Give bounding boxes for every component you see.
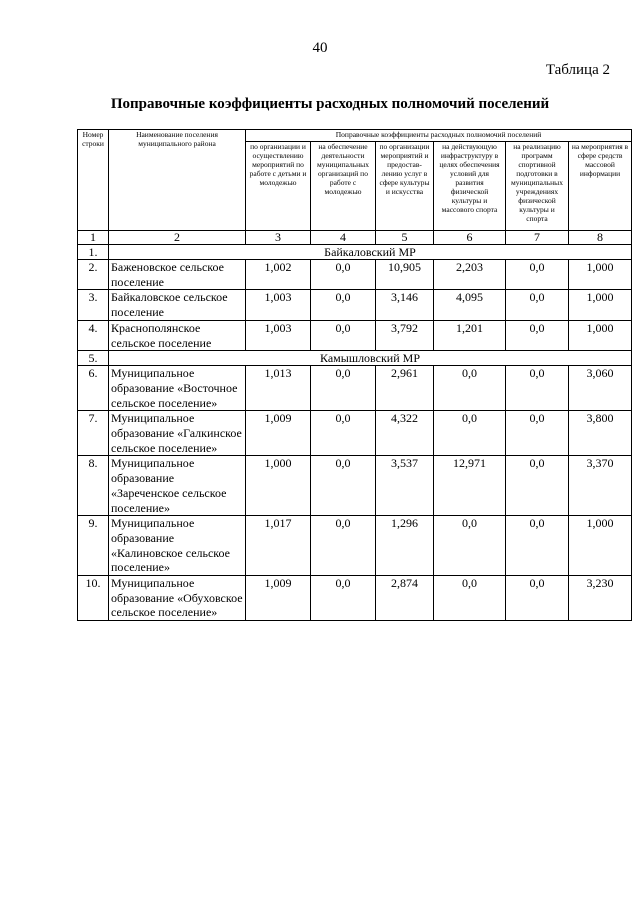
header-sub-col-7: на реализацию программ спортивной подготовки в муниципальных учреждениях физической культуры и спорта <box>506 142 569 231</box>
coefficient-value: 1,000 <box>569 320 632 350</box>
header-sub-col-6: на действующую инфраструктуру в целях обеспечения условий для развития физической культуры и массового спорта <box>434 142 506 231</box>
row-index: 2. <box>78 260 109 290</box>
column-number: 7 <box>506 231 569 245</box>
coefficient-value: 0,0 <box>506 320 569 350</box>
coefficient-value: 1,002 <box>246 260 311 290</box>
coefficient-value: 3,146 <box>376 290 434 320</box>
coefficient-value: 0,0 <box>434 576 506 621</box>
coefficient-value: 1,000 <box>246 456 311 516</box>
table-row <box>78 516 632 576</box>
table-row <box>78 320 632 350</box>
coefficient-value: 1,003 <box>246 320 311 350</box>
coefficient-value: 1,017 <box>246 516 311 576</box>
coefficient-value: 0,0 <box>311 260 376 290</box>
coefficient-value: 2,961 <box>376 366 434 411</box>
header-sub-col-8: на мероприятия в сфере средств массовой информации <box>569 142 632 231</box>
coefficient-value: 0,0 <box>506 260 569 290</box>
coefficient-value: 0,0 <box>311 456 376 516</box>
coefficient-value: 1,201 <box>434 320 506 350</box>
coefficient-value: 0,0 <box>506 516 569 576</box>
header-sub-col-3: по организации и осуществлению мероприятий по работе с детьми и молодежью <box>246 142 311 231</box>
coefficient-value: 1,296 <box>376 516 434 576</box>
settlement-name: Муниципальное образование «Галкинское сельское поселение» <box>109 411 246 456</box>
row-index: 6. <box>78 366 109 411</box>
coefficient-value: 1,009 <box>246 411 311 456</box>
coefficient-value: 0,0 <box>506 456 569 516</box>
table-row <box>78 411 632 456</box>
header-sub-col-5: по организации мероприятий и предостав-лению услуг в сфере культуры и искусства <box>376 142 434 231</box>
row-index: 7. <box>78 411 109 456</box>
coefficient-value: 0,0 <box>311 290 376 320</box>
coefficient-value: 0,0 <box>506 411 569 456</box>
page-number: 40 <box>312 40 328 56</box>
coefficient-value: 4,095 <box>434 290 506 320</box>
coefficient-value: 1,009 <box>246 576 311 621</box>
coefficient-value: 0,0 <box>311 366 376 411</box>
header-row-number: Номер строки <box>78 130 109 231</box>
coefficient-value: 3,792 <box>376 320 434 350</box>
coefficient-value: 1,000 <box>569 260 632 290</box>
document-title: Поправочные коэффициенты расходных полномочий поселений <box>110 96 550 112</box>
settlement-name: Муниципальное образование «Зареченское сельское поселение» <box>109 456 246 516</box>
coefficient-value: 0,0 <box>434 516 506 576</box>
coefficient-value: 3,060 <box>569 366 632 411</box>
row-index: 3. <box>78 290 109 320</box>
table-label: Таблица 2 <box>545 62 610 78</box>
coefficient-value: 0,0 <box>506 576 569 621</box>
coefficient-value: 3,800 <box>569 411 632 456</box>
coefficient-value: 3,537 <box>376 456 434 516</box>
coefficient-value: 0,0 <box>506 366 569 411</box>
row-index: 4. <box>78 320 109 350</box>
table-body <box>78 231 632 621</box>
coefficient-value: 10,905 <box>376 260 434 290</box>
column-number: 8 <box>569 231 632 245</box>
coefficient-value: 3,370 <box>569 456 632 516</box>
header-settlement-name: Наименование поселения муниципального района <box>109 130 246 231</box>
region-row <box>78 245 632 260</box>
settlement-name: Муниципальное образование «Обуховское сельское поселение» <box>109 576 246 621</box>
coefficients-table <box>77 129 632 621</box>
table-row <box>78 456 632 516</box>
coefficient-value: 2,203 <box>434 260 506 290</box>
column-number: 2 <box>109 231 246 245</box>
column-number: 3 <box>246 231 311 245</box>
settlement-name: Муниципальное образование «Калиновское сельское поселение» <box>109 516 246 576</box>
settlement-name: Баженовское сельское поселение <box>109 260 246 290</box>
column-number: 4 <box>311 231 376 245</box>
region-index: 1. <box>78 245 109 260</box>
coefficient-value: 1,000 <box>569 516 632 576</box>
coefficient-value: 2,874 <box>376 576 434 621</box>
region-index: 5. <box>78 351 109 366</box>
settlement-name: Байкаловское сельское поселение <box>109 290 246 320</box>
coefficient-value: 1,000 <box>569 290 632 320</box>
coefficient-value: 12,971 <box>434 456 506 516</box>
coefficient-value: 0,0 <box>311 516 376 576</box>
column-number: 1 <box>78 231 109 245</box>
coefficient-value: 0,0 <box>311 411 376 456</box>
header-coefficients-group: Поправочные коэффициенты расходных полномочий поселений <box>246 130 632 142</box>
coefficient-value: 4,322 <box>376 411 434 456</box>
header-sub-col-4: на обеспечение деятельности муниципальных организаций по работе с молодежью <box>311 142 376 231</box>
column-number-row <box>78 231 632 245</box>
row-index: 9. <box>78 516 109 576</box>
column-number: 5 <box>376 231 434 245</box>
region-name: Байкаловский МР <box>109 245 632 260</box>
region-row <box>78 351 632 366</box>
table-row <box>78 260 632 290</box>
row-index: 8. <box>78 456 109 516</box>
coefficient-value: 1,003 <box>246 290 311 320</box>
row-index: 10. <box>78 576 109 621</box>
column-number: 6 <box>434 231 506 245</box>
table-row <box>78 576 632 621</box>
table-row <box>78 290 632 320</box>
coefficient-value: 1,013 <box>246 366 311 411</box>
coefficient-value: 0,0 <box>434 366 506 411</box>
coefficient-value: 0,0 <box>311 320 376 350</box>
coefficient-value: 0,0 <box>311 576 376 621</box>
settlement-name: Краснополянское сельское поселение <box>109 320 246 350</box>
coefficient-value: 0,0 <box>434 411 506 456</box>
table-row <box>78 366 632 411</box>
coefficient-value: 0,0 <box>506 290 569 320</box>
coefficient-value: 3,230 <box>569 576 632 621</box>
settlement-name: Муниципальное образование «Восточное сельское поселение» <box>109 366 246 411</box>
region-name: Камышловский МР <box>109 351 632 366</box>
